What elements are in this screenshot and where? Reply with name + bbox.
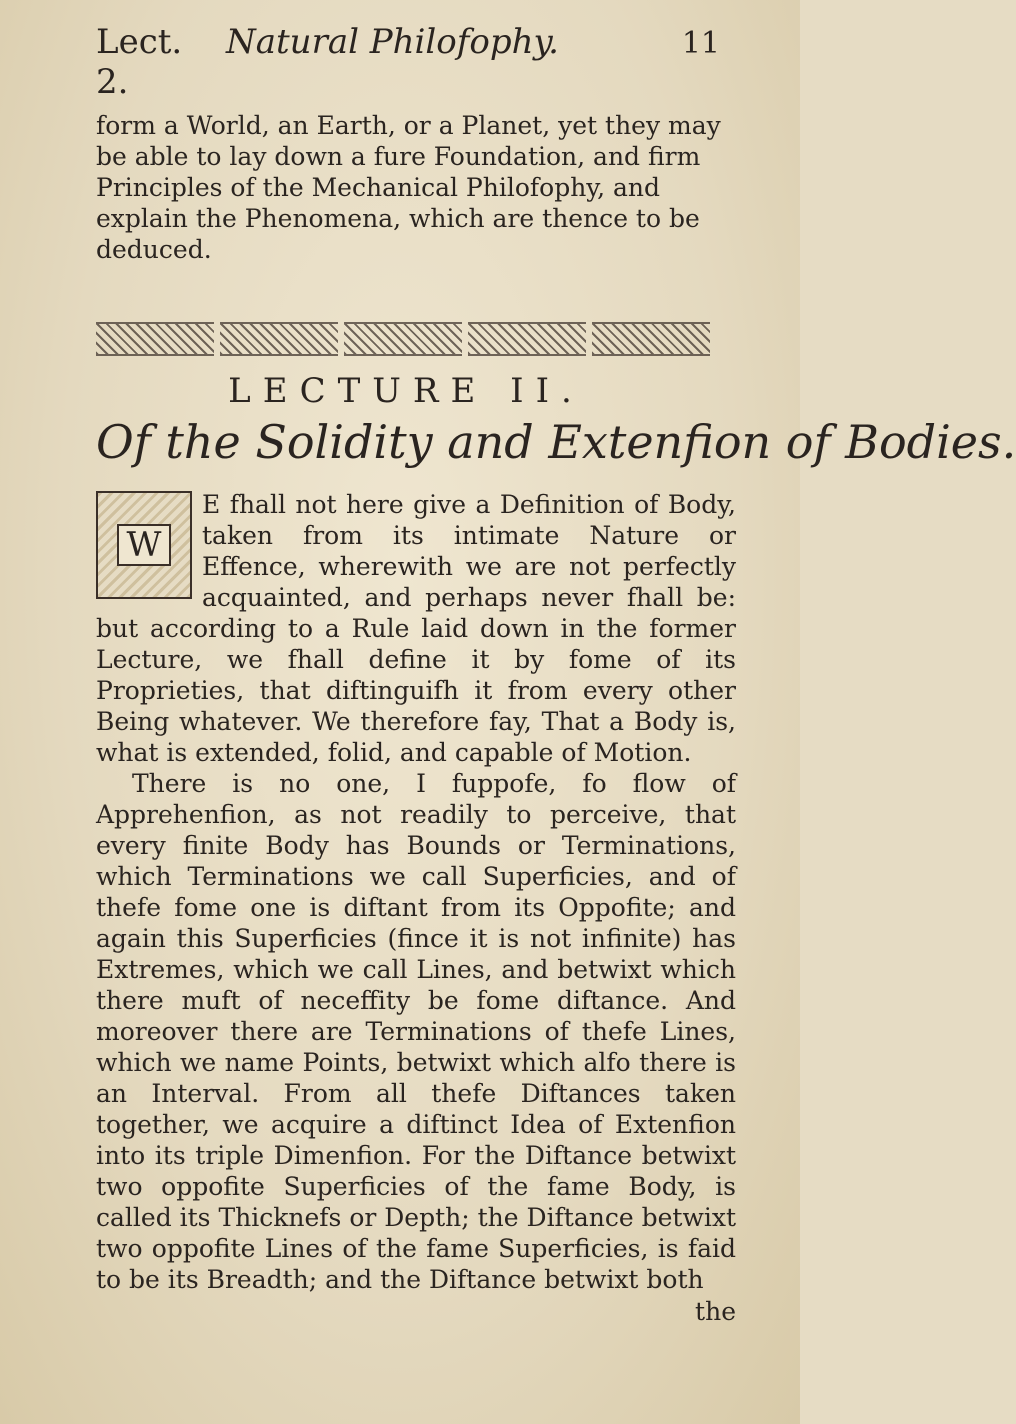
intro-paragraph: form a World, an Earth, or a Planet, yet they may be able to lay down a fure Foundation, and firm Principles of the Mechanical Philofophy, and explain the Phenomena, which are thence to be deduced.: [96, 111, 721, 264]
lecture-heading: LECTURE II.: [228, 371, 584, 411]
paragraph-2: There is no one, I fuppofe, fo flow of Apprehenfion, as not readily to perceive, that every finite Body has Bounds or Terminations, which Terminations we call Superficies, and of thefe fome one is diftant from its Oppofite; and again this Superficies (fince it is not infinite) has Extremes, which we call Lines, and betwixt which there muft of neceffity be fome diftance. And moreover there are Terminations of thefe Lines, which we name Points, betwixt which alfo there is an Interval. From all thefe Diftances taken together, we acquire a diftinct Idea of Extenfion into its triple Dimenfion. For the Diftance betwixt two oppofite Superficies of the fame Body, is called its Thicknefs or Depth; the Diftance betwixt two oppofite Lines of the fame Superficies, is faid to be its Breadth; and the Diftance betwixt both: [96, 769, 736, 1294]
drop-cap-letter: W: [117, 524, 172, 566]
body-text: [96, 489, 736, 1295]
ornament-cell: [468, 322, 586, 356]
ornament-cell: [592, 322, 710, 356]
ornament-cell: [96, 322, 214, 356]
catchword: the: [695, 1297, 736, 1326]
running-head: [96, 22, 720, 102]
ornament-cell: [344, 322, 462, 356]
running-head-lecture: Lect. 2.: [96, 22, 183, 102]
ornament-cell: [220, 322, 338, 356]
running-head-title: Natural Philofophy.: [226, 22, 559, 62]
decorative-border: [96, 317, 716, 361]
chapter-title: Of the Solidity and Extenfion of Bodies.: [96, 415, 1016, 469]
paragraph-1: E fhall not here give a Definition of Body, taken from its intimate Nature or Effence, wherewith we are not perfectly acquainted, and perhaps never fhall be: but according to a Rule laid down in the former Lecture, we fhall define it by fome of its Proprieties, that diftinguifh it from every other Being whatever. We therefore fay, That a Body is, what is extended, folid, and capable of Motion.: [96, 490, 736, 767]
page-number: 11: [681, 26, 720, 61]
drop-cap-ornament: [96, 491, 192, 599]
